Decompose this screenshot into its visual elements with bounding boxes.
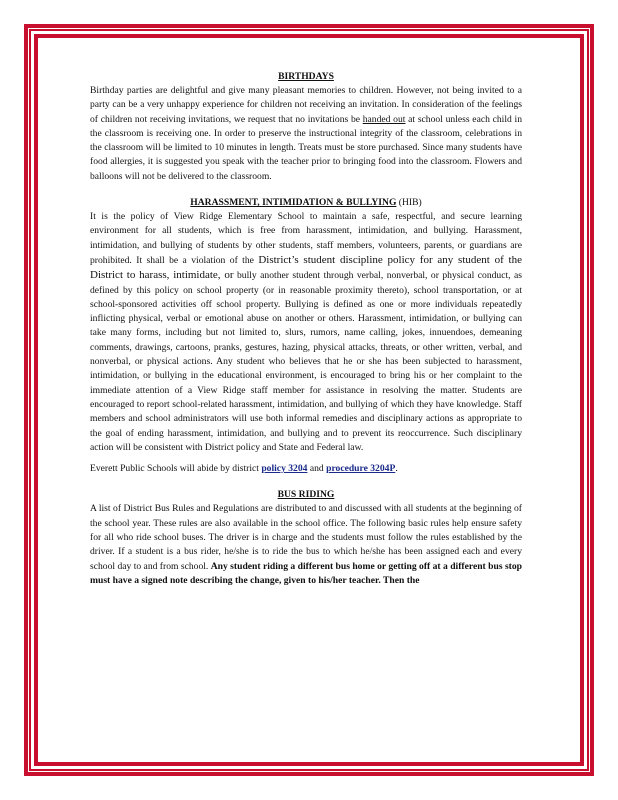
policy-3204-link[interactable]: policy 3204 (261, 463, 308, 475)
bus-riding-paragraph: A list of District Bus Rules and Regulations are distributed to and discussed with all students at the beginning of the school year. These rules are also available in the school office. The following basic rules help ensure safety for all who ride school buses. The driver is in charge and the students must follow the rules established by the driver. If a student is a bus rider, he/she is to ride the bus to which he/she has been assigned each and every school day to and from school. Any student riding a different bus home or getting off at a different bus stop must have a signed note describing the change, given to his/her teacher. Then the (90, 503, 522, 586)
bus-note-requirement: Any student riding a different bus home or getting off at a different bus stop must have a signed note describing the change, given to his/her teacher. Then the (90, 560, 522, 586)
handed-out-link[interactable]: handed out (362, 113, 406, 125)
document-content (90, 70, 522, 770)
birthdays-section (90, 70, 522, 184)
bus-riding-heading: BUS RIDING (277, 489, 335, 501)
harassment-heading: HARASSMENT, INTIMIDATION & BULLYING (HIB) (190, 197, 422, 209)
district-policy-line: Everett Public Schools will abide by district policy 3204 and procedure 3204P. (90, 463, 398, 475)
discipline-policy-sentence: District’s student discipline policy for any student of the District to harass, intimidate, or (90, 253, 522, 282)
birthdays-paragraph: Birthday parties are delightful and give many pleasant memories to children. However, not being invited to a party can be a very unhappy experience for children not receiving an invitation. In consideration of the feelings of children not receiving invitations, we request that no invitations be handed out at school unless each child in the classroom is receiving one. In order to preserve the instructional integrity of the classroom, celebrations in the classroom will be limited to 10 minutes in length. Treats must be store purchased. Since many students have food allergies, it is suggested you speak with the teacher prior to bringing food into the classroom. Flowers and balloons will not be delivered to the classroom. (90, 85, 522, 182)
birthdays-heading: BIRTHDAYS (278, 71, 334, 82)
bus-riding-section (90, 488, 522, 588)
harassment-section (90, 196, 522, 476)
procedure-3204p-link[interactable]: procedure 3204P (326, 463, 396, 475)
harassment-paragraph: It is the policy of View Ridge Elementary School to maintain a safe, respectful, and secure learning environment for all students, which is free from harassment, intimidation, and bullying. Harassment, intimidation, and bullying of students by other students, staff members, volunteers, parents, or guardians are prohibited. It shall be a violation of the District’s student discipline policy for any student of the District to harass, intimidate, or bully another student through verbal, nonverbal, or physical conduct, as defined by this policy on school property (or in reasonable proximity thereto), school transportation, or at school-sponsored activities off school property. Bullying is defined as one or more individuals repeatedly inflicting physical, verbal or emotional abuse on another or others. Harassment, intimidation, or bullying can take many forms, including but not limited to, slurs, rumors, name calling, jokes, innuendoes, demeaning comments, drawings, cartoons, pranks, gestures, hazing, physical attacks, threats, or other written, verbal, and nonverbal, or physical actions. Any student who believes that he or she has been subjected to harassment, intimidation, or bullying in the educational environment, is encouraged to bring his or her complaint to the immediate attention of a View Ridge staff member for assistance in resolving the matter. Students are encouraged to report school-related harassment, intimidation, and bullying of which they have knowledge. Staff members and school administrators will use both informal remedies and disciplinary actions as appropriate to the goal of ending harassment, intimidation, and bullying and to prevent its reoccurrence. Such disciplinary action will be consistent with District policy and State and Federal law. (90, 211, 522, 453)
